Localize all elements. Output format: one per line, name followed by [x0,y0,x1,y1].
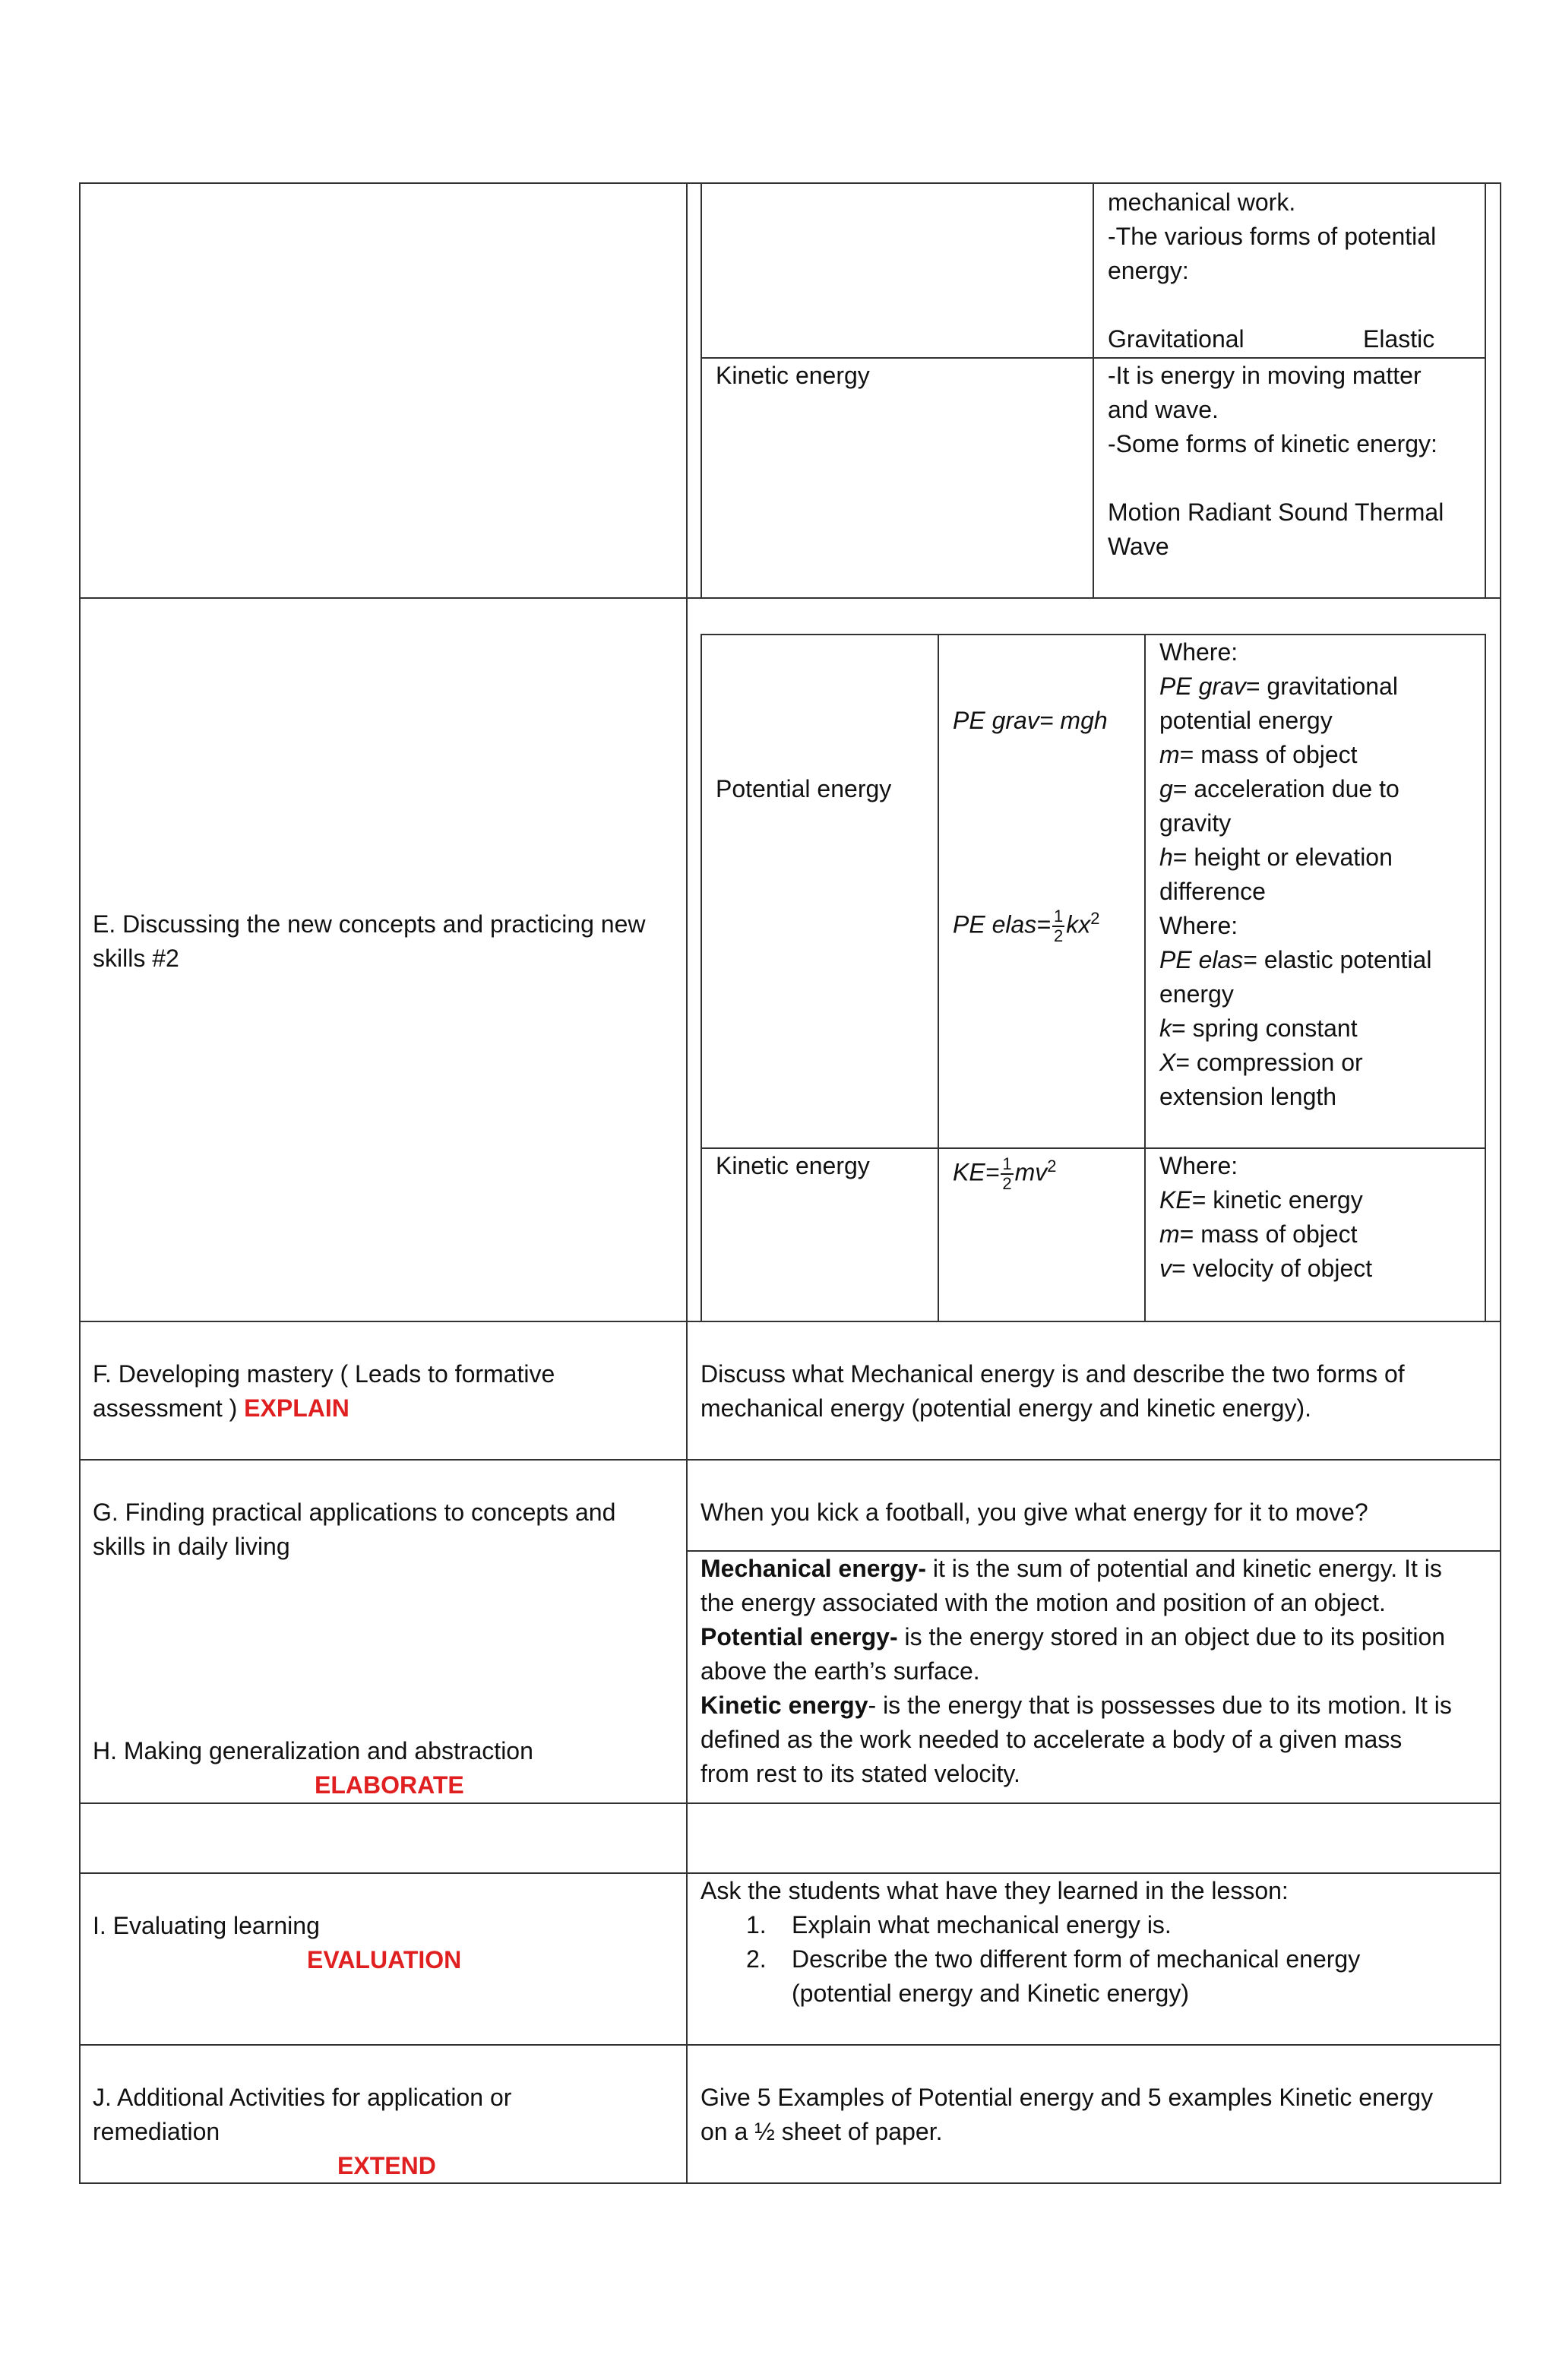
section-j-content-1: Give 5 Examples of Potential energy and 5 examples Kinetic energy [701,2084,1434,2111]
where-line-ke-4: v= velocity of object [1159,1255,1373,1282]
table-border-right [1500,182,1501,2184]
pe-form-gravitational: Gravitational [1108,325,1244,353]
pe-elas-var: kx [1066,910,1091,938]
row-divider-f [79,1321,1501,1322]
top-inner-left [701,184,702,597]
list-item-1-num: 1. [746,1911,767,1938]
where-line-pe-4: m= mass of object [1159,741,1358,768]
ke-forms-line-2: Wave [1108,533,1169,560]
ke-desc-line-2: and wave. [1108,396,1219,423]
kin-energy-line-1: Kinetic energy- is the energy that is possesses due to its motion. It is [701,1692,1452,1719]
section-j-label-1: J. Additional Activities for application or [93,2084,512,2111]
list-item-2-text-2: (potential energy and Kinetic energy) [792,1980,1189,2007]
section-f-content-1: Discuss what Mechanical energy is and describe the two forms of [701,1360,1405,1388]
top-ke-label: Kinetic energy [716,362,870,389]
pot-energy-line-1: Potential energy- is the energy stored in an object due to its position [701,1623,1446,1650]
section-f-content-2: mechanical energy (potential energy and kinetic energy). [701,1394,1312,1422]
where-line-pe-9: Where: [1159,912,1238,939]
where-line-pe-2: PE grav= gravitational [1159,673,1398,700]
section-e-label-1: E. Discussing the new concepts and practicing new [93,910,646,938]
half-fraction: $\frac{1}{2}$ [1053,907,1064,945]
section-g-label-1: G. Finding practical applications to concepts and [93,1499,616,1526]
formula-table-right [1485,634,1486,1321]
kin-energy-line-2: defined as the work needed to accelerate a body of a given mass [701,1726,1403,1753]
formula-table-top [701,634,1486,635]
section-i-intro: Ask the students what have they learned in the lesson: [701,1877,1289,1904]
where-line-pe-7: h= height or elevation [1159,843,1393,871]
section-i-label: I. Evaluating learning [93,1912,320,1939]
where-line-pe-10: PE elas= elastic potential [1159,946,1432,973]
table-border-left [79,182,81,2184]
pe-desc-line-2: -The various forms of potential [1108,223,1437,250]
where-line-pe-11: energy [1159,980,1234,1008]
list-item-1-text: Explain what mechanical energy is. [792,1911,1172,1938]
where-line-pe-3: potential energy [1159,707,1333,734]
ke-prefix: KE= [953,1158,1000,1186]
ke-forms-line-1: Motion Radiant Sound Thermal [1108,498,1444,526]
pe-grav-formula: PE grav= mgh [953,707,1108,734]
section-f-label-2: assessment ) EXPLAIN [93,1394,349,1422]
where-line-pe-6: gravity [1159,809,1232,837]
evaluation-tag: EVALUATION [307,1946,462,1973]
ke-half-fraction: $\frac{1}{2}$ [1002,1154,1012,1193]
row-divider-e [79,597,1501,599]
ke-formula [953,1155,1057,1193]
column-divider [686,182,688,2184]
row-divider-g [79,1459,1501,1461]
section-j-content-2: on a ½ sheet of paper. [701,2118,943,2145]
where-line-pe-13: X= compression or [1159,1049,1363,1076]
where-line-ke-3: m= mass of object [1159,1220,1358,1248]
formula-ke-label: Kinetic energy [716,1152,870,1179]
explain-tag: EXPLAIN [244,1394,349,1422]
ke-exponent: 2 [1047,1156,1057,1176]
section-g-content: When you kick a football, you give what energy for it to move? [701,1499,1368,1526]
where-line-pe-12: k= spring constant [1159,1014,1358,1042]
where-line-ke-2: KE= kinetic energy [1159,1186,1363,1214]
section-g-label-2: skills in daily living [93,1533,290,1560]
section-h-label: H. Making generalization and abstraction [93,1737,533,1764]
mech-energy-line-1: Mechanical energy- it is the sum of potential and kinetic energy. It is [701,1555,1442,1582]
section-e-label-2: skills #2 [93,945,179,972]
list-item-2-text-1: Describe the two different form of mechanical energy [792,1945,1361,1973]
pe-desc-line-1: mechanical work. [1108,188,1296,216]
top-inner-mid [1093,184,1094,597]
formula-pe-label: Potential energy [716,775,892,802]
pe-form-elastic: Elastic [1363,325,1435,353]
section-f-label-1: F. Developing mastery ( Leads to formative [93,1360,555,1388]
pe-elas-exponent: 2 [1090,908,1100,928]
where-line-ke-1: Where: [1159,1152,1238,1179]
pe-elas-prefix: PE elas= [953,910,1051,938]
where-line-pe-14: extension length [1159,1083,1337,1110]
row-divider-j [79,2044,1501,2046]
top-inner-right [1485,184,1486,597]
elaborate-tag: ELABORATE [315,1771,464,1799]
where-line-pe-1: Where: [1159,638,1238,666]
where-line-pe-8: difference [1159,878,1266,905]
formula-table-col1 [938,634,939,1321]
ke-var: mv [1014,1158,1048,1186]
pe-elas-formula [953,907,1099,945]
ke-desc-line-1: -It is energy in moving matter [1108,362,1422,389]
extend-tag: EXTEND [337,2152,436,2179]
ke-desc-line-3: -Some forms of kinetic energy: [1108,430,1437,457]
formula-table-left [701,634,702,1321]
where-line-pe-5: g= acceleration due to [1159,775,1399,802]
section-j-label-2: remediation [93,2118,220,2145]
list-item-2-num: 2. [746,1945,767,1973]
row-divider-blank [79,1802,1501,1804]
pe-desc-line-3: energy: [1108,257,1189,284]
kin-energy-line-3: from rest to its stated velocity. [701,1760,1020,1787]
table-border-top [79,182,1501,184]
pot-energy-line-2: above the earth’s surface. [701,1657,980,1685]
mech-energy-line-2: the energy associated with the motion and position of an object. [701,1589,1386,1616]
formula-table-col2 [1144,634,1146,1321]
table-border-bottom [79,2182,1501,2184]
